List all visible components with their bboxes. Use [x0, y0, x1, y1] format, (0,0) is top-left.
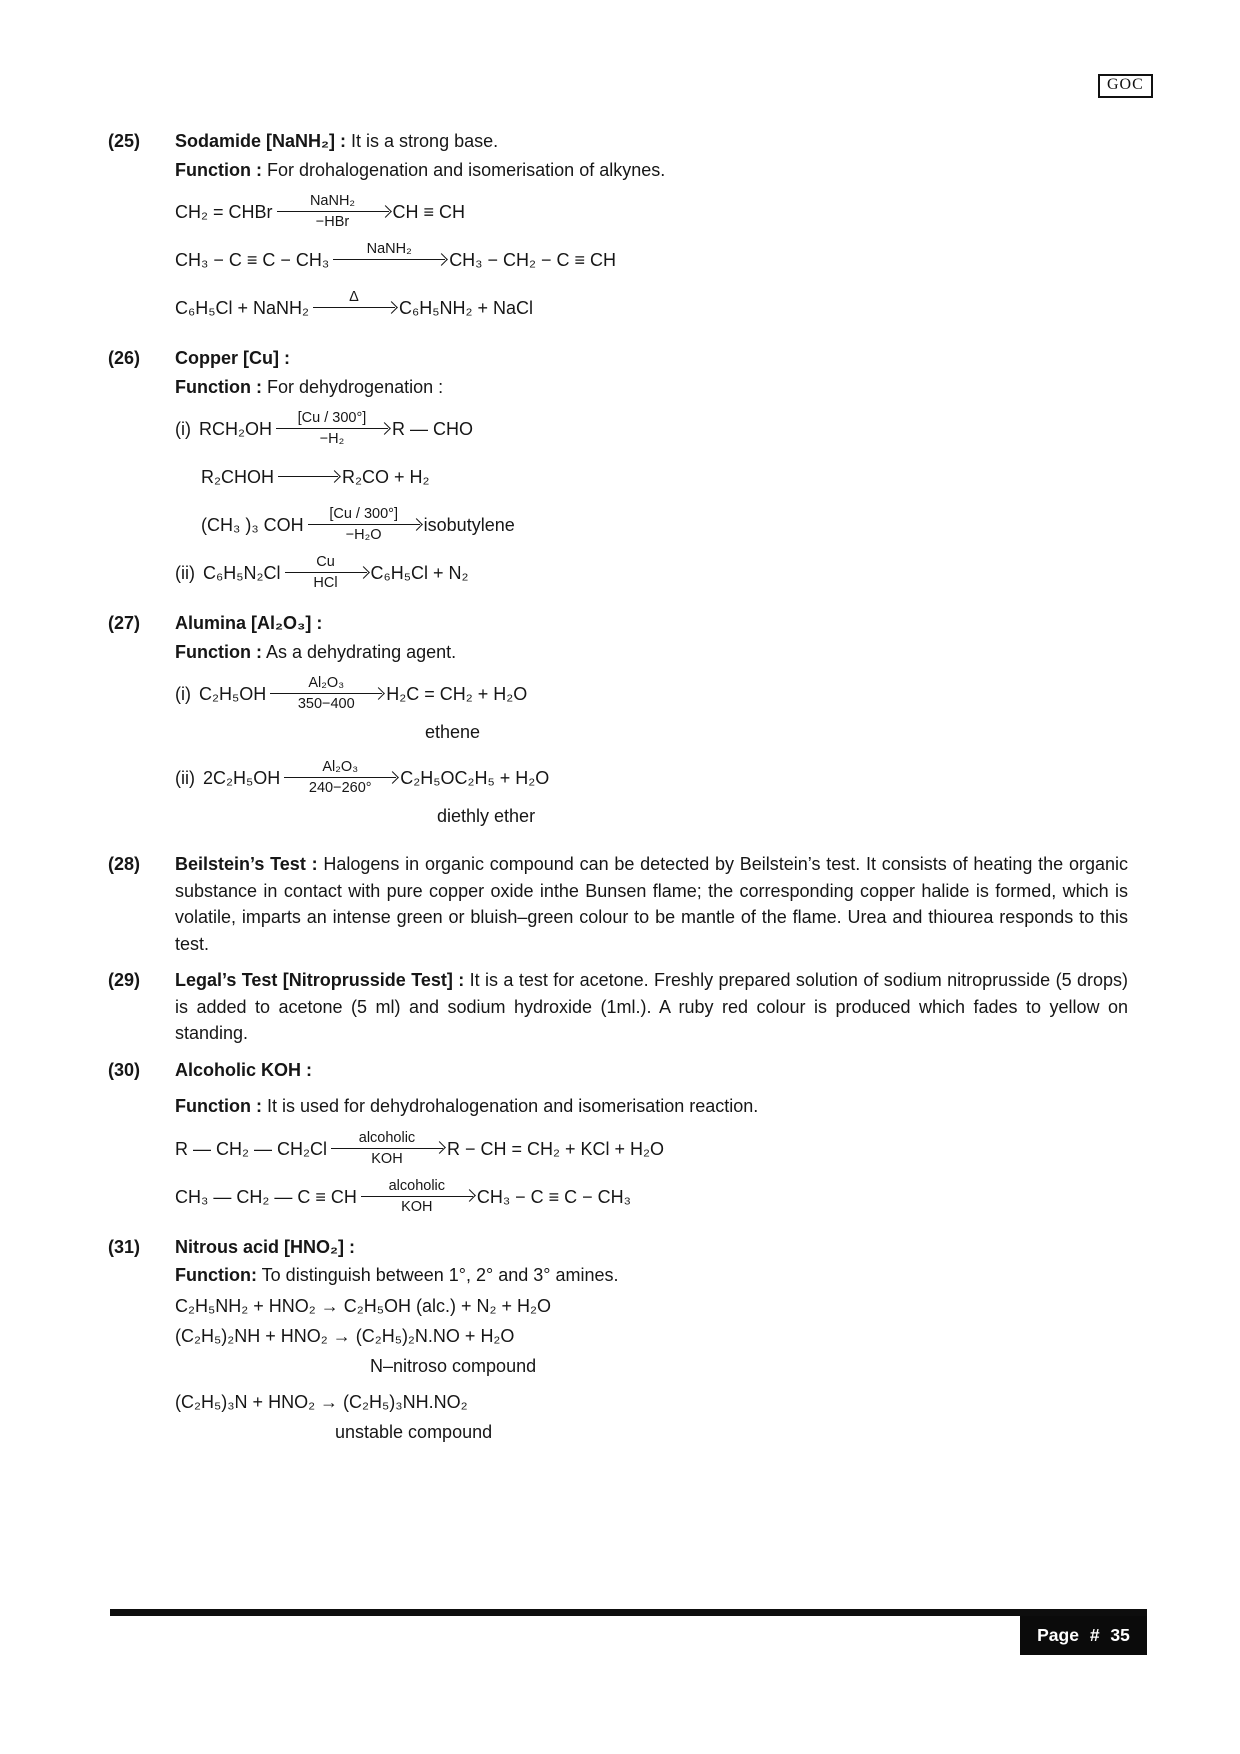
section-body: [175, 967, 1128, 1049]
reaction-arrow: [276, 410, 388, 448]
section-28: [108, 851, 1128, 959]
section-number: (30): [108, 1059, 141, 1080]
function-line: [175, 1262, 1128, 1289]
arrow-top-label: Δ: [349, 289, 359, 305]
reactant: (CH₃ )₃ COH: [201, 515, 304, 535]
reaction-equation: [201, 506, 1128, 544]
equation-index: (i): [175, 684, 191, 704]
equation-index: (ii): [175, 563, 195, 583]
function-label: Function :: [175, 376, 262, 397]
section-body: [175, 1234, 1128, 1445]
product: H₂C = CH₂ + H₂O: [386, 684, 528, 704]
arrow-top-label: alcoholic: [388, 1177, 446, 1194]
section-title: Copper [Cu] :: [175, 348, 290, 368]
section-body: [175, 610, 1128, 843]
reactant: R₂CHOH: [201, 467, 274, 487]
reactant: C₂H₅OH: [199, 684, 267, 704]
reaction-arrow: [361, 1178, 473, 1216]
arrow-shaft: [285, 572, 367, 573]
section-number: (25): [108, 131, 141, 151]
reaction-equation: [175, 193, 1128, 231]
function-label: Function:: [175, 1265, 257, 1285]
product: CH₃ − C ≡ C − CH₃: [476, 1186, 632, 1207]
arrow-shaft: [284, 777, 396, 778]
arrow-bottom-label: [300, 479, 316, 496]
section-heading: [175, 128, 1128, 155]
section-number: (29): [108, 970, 141, 990]
section-heading: [175, 610, 1128, 637]
arrow-top-label: alcoholic: [358, 1129, 416, 1146]
arrow-top-label: [Cu / 300°]: [329, 506, 398, 522]
reactant: CH₃ — CH₂ — C ≡ CH: [175, 1186, 357, 1207]
section-heading: [175, 967, 1128, 1047]
equation-index: (i): [175, 419, 191, 439]
arrow-bottom-label: −HBr: [315, 214, 350, 230]
section-title: Alcoholic KOH :: [175, 1059, 313, 1080]
reaction-equation: [175, 410, 1128, 448]
section-26: [108, 345, 1128, 602]
arrow-shaft: [308, 524, 420, 525]
section-title: Sodamide [NaNH₂] :: [175, 131, 347, 151]
arrow-bottom-label: −H₂: [319, 431, 345, 447]
product-caption: N–nitroso compound: [370, 1355, 537, 1376]
function-text: As a dehydrating agent.: [266, 641, 457, 662]
section-body: [175, 345, 1128, 602]
reaction-equation: [175, 675, 1128, 713]
footer-rule: [110, 1609, 1147, 1616]
arrow-bottom-label: KOH: [401, 1198, 433, 1215]
product-caption: diethly ether: [437, 806, 536, 826]
section-25: [108, 128, 1128, 337]
reaction-equation: [175, 1178, 1128, 1216]
section-paragraph: It is a test for acetone. Freshly prepared solution of sodium nitroprusside (5 drops) is added to acetone (5 ml) and sodium hydroxide (1ml.). A ruby red colour is produced which fades to yellow on standing.: [175, 970, 1128, 1043]
arrow-top-label: [300, 458, 316, 475]
arrow-shaft: [361, 1196, 473, 1197]
reaction-arrow: [277, 193, 389, 231]
section-29: [108, 967, 1128, 1049]
section-heading: [175, 345, 1128, 372]
section-paragraph: Halogens in organic compound can be detected by Beilstein’s test. It consists of heating the organic substance in contact with pure copper oxide inthe Bunsen flame; the corresponding copper halide is formed, which is volatile, imparts an intense green or bluish–green colour to be mantle of the flame. Urea and thiourea responds to this test.: [175, 854, 1128, 954]
arrow-bottom-label: −H₂O: [345, 527, 382, 543]
reaction-equation: [175, 554, 1128, 592]
function-label: Function :: [175, 1096, 262, 1116]
chemical-equation-line: (C₂H₅)₂NH + HNO₂ → (C₂H₅)₂N.NO + H₂O: [175, 1325, 515, 1346]
arrow-bottom-label: KOH: [371, 1150, 403, 1167]
product-caption: unstable compound: [335, 1421, 493, 1442]
arrow-top-label: NaNH₂: [309, 193, 356, 209]
function-text: To distinguish between 1°, 2° and 3° amines.: [261, 1265, 619, 1285]
reactant: R — CH₂ — CH₂Cl: [175, 1138, 327, 1159]
page-number-badge: Page # 35: [1020, 1616, 1147, 1655]
arrow-top-label: Al₂O₃: [322, 759, 359, 775]
section-body: [175, 128, 1128, 337]
function-line: [175, 157, 1128, 184]
arrow-shaft: [313, 307, 395, 308]
section-30: [108, 1057, 1128, 1226]
product: CH₃ − CH₂ − C ≡ CH: [449, 250, 617, 270]
product: isobutylene: [423, 515, 515, 535]
section-27: [108, 610, 1128, 843]
section-title: Beilstein’s Test :: [175, 854, 318, 874]
product: R₂CO + H₂: [341, 467, 430, 487]
arrow-shaft: [331, 1148, 443, 1149]
arrow-bottom-label: [346, 310, 362, 327]
reactant: CH₃ − C ≡ C − CH₃: [175, 250, 330, 270]
function-label: Function :: [175, 159, 262, 180]
arrow-bottom-label: [381, 262, 397, 279]
product: CH ≡ CH: [392, 202, 466, 222]
arrow-shaft: [333, 259, 445, 260]
arrow-shaft: [277, 211, 389, 212]
reactant: 2C₂H₅OH: [203, 768, 281, 788]
arrow-shaft: [276, 428, 388, 429]
reaction-arrow: [333, 241, 445, 279]
section-number: (31): [108, 1236, 141, 1257]
function-line: [175, 639, 1128, 666]
section-title: Legal’s Test [Nitroprusside Test] :: [175, 970, 465, 990]
chemical-equation-line: (C₂H₅)₃N + HNO₂ → (C₂H₅)₃NH.NO₂: [175, 1391, 468, 1412]
function-text: It is used for dehydrohalogenation and isomerisation reaction.: [267, 1096, 759, 1116]
goc-corner-label: GOC: [1107, 76, 1144, 93]
arrow-bottom-label: HCl: [313, 575, 338, 591]
function-line: [175, 1093, 1128, 1120]
reaction-arrow: [270, 675, 382, 713]
section-title-rest: It is a strong base.: [351, 131, 499, 151]
reaction-arrow: [308, 506, 420, 544]
reaction-arrow: [278, 458, 338, 496]
arrow-top-label: Cu: [316, 554, 335, 570]
reaction-equation: [175, 759, 1128, 797]
reaction-arrow: [313, 289, 395, 327]
reaction-equation: [175, 241, 1128, 279]
arrow-bottom-label: 240−260°: [308, 780, 372, 796]
product: R — CHO: [391, 419, 473, 439]
reactant: RCH₂OH: [199, 419, 272, 439]
section-heading: [175, 1057, 1128, 1084]
reaction-equation: [175, 1130, 1128, 1168]
arrow-top-label: Al₂O₃: [308, 675, 345, 691]
arrow-shaft: [278, 476, 338, 477]
function-label: Function :: [175, 641, 262, 662]
section-number: (27): [108, 613, 141, 633]
product: R − CH = CH₂ + KCl + H₂O: [446, 1138, 665, 1159]
reaction-arrow: [284, 759, 396, 797]
product-caption: ethene: [425, 722, 481, 742]
section-body: [175, 1057, 1128, 1226]
reaction-equation: [175, 289, 1128, 327]
arrow-bottom-label: 350−400: [297, 696, 355, 712]
product: C₆H₅NH₂ + NaCl: [399, 298, 534, 318]
chemical-equation-line: C₂H₅NH₂ + HNO₂ → C₂H₅OH (alc.) + N₂ + H₂O: [175, 1295, 551, 1316]
arrow-top-label: [Cu / 300°]: [297, 410, 367, 426]
function-line: [175, 374, 1128, 401]
reactant: C₆H₅Cl + NaNH₂: [175, 298, 310, 318]
section-title: Alumina [Al₂O₃] :: [175, 613, 323, 633]
product: C₂H₅OC₂H₅ + H₂O: [400, 768, 550, 788]
section-number: (26): [108, 348, 141, 368]
function-text: For dehydrogenation :: [267, 376, 444, 397]
arrow-top-label: NaNH₂: [366, 241, 412, 257]
section-title: Nitrous acid [HNO₂] :: [175, 1236, 355, 1257]
product: C₆H₅Cl + N₂: [370, 563, 469, 583]
reaction-equation: [201, 458, 1128, 496]
reactant: CH₂ = CHBr: [175, 202, 273, 222]
section-number: (28): [108, 854, 141, 874]
section-body: [175, 851, 1128, 959]
section-heading: [175, 851, 1128, 957]
function-text: For drohalogenation and isomerisation of alkynes.: [267, 159, 666, 180]
arrow-shaft: [270, 693, 382, 694]
reaction-arrow: [331, 1130, 443, 1168]
reaction-arrow: [285, 554, 367, 592]
section-heading: [175, 1234, 1128, 1261]
equation-index: (ii): [175, 768, 195, 788]
reactant: C₆H₅N₂Cl: [203, 563, 281, 583]
section-31: [108, 1234, 1128, 1445]
